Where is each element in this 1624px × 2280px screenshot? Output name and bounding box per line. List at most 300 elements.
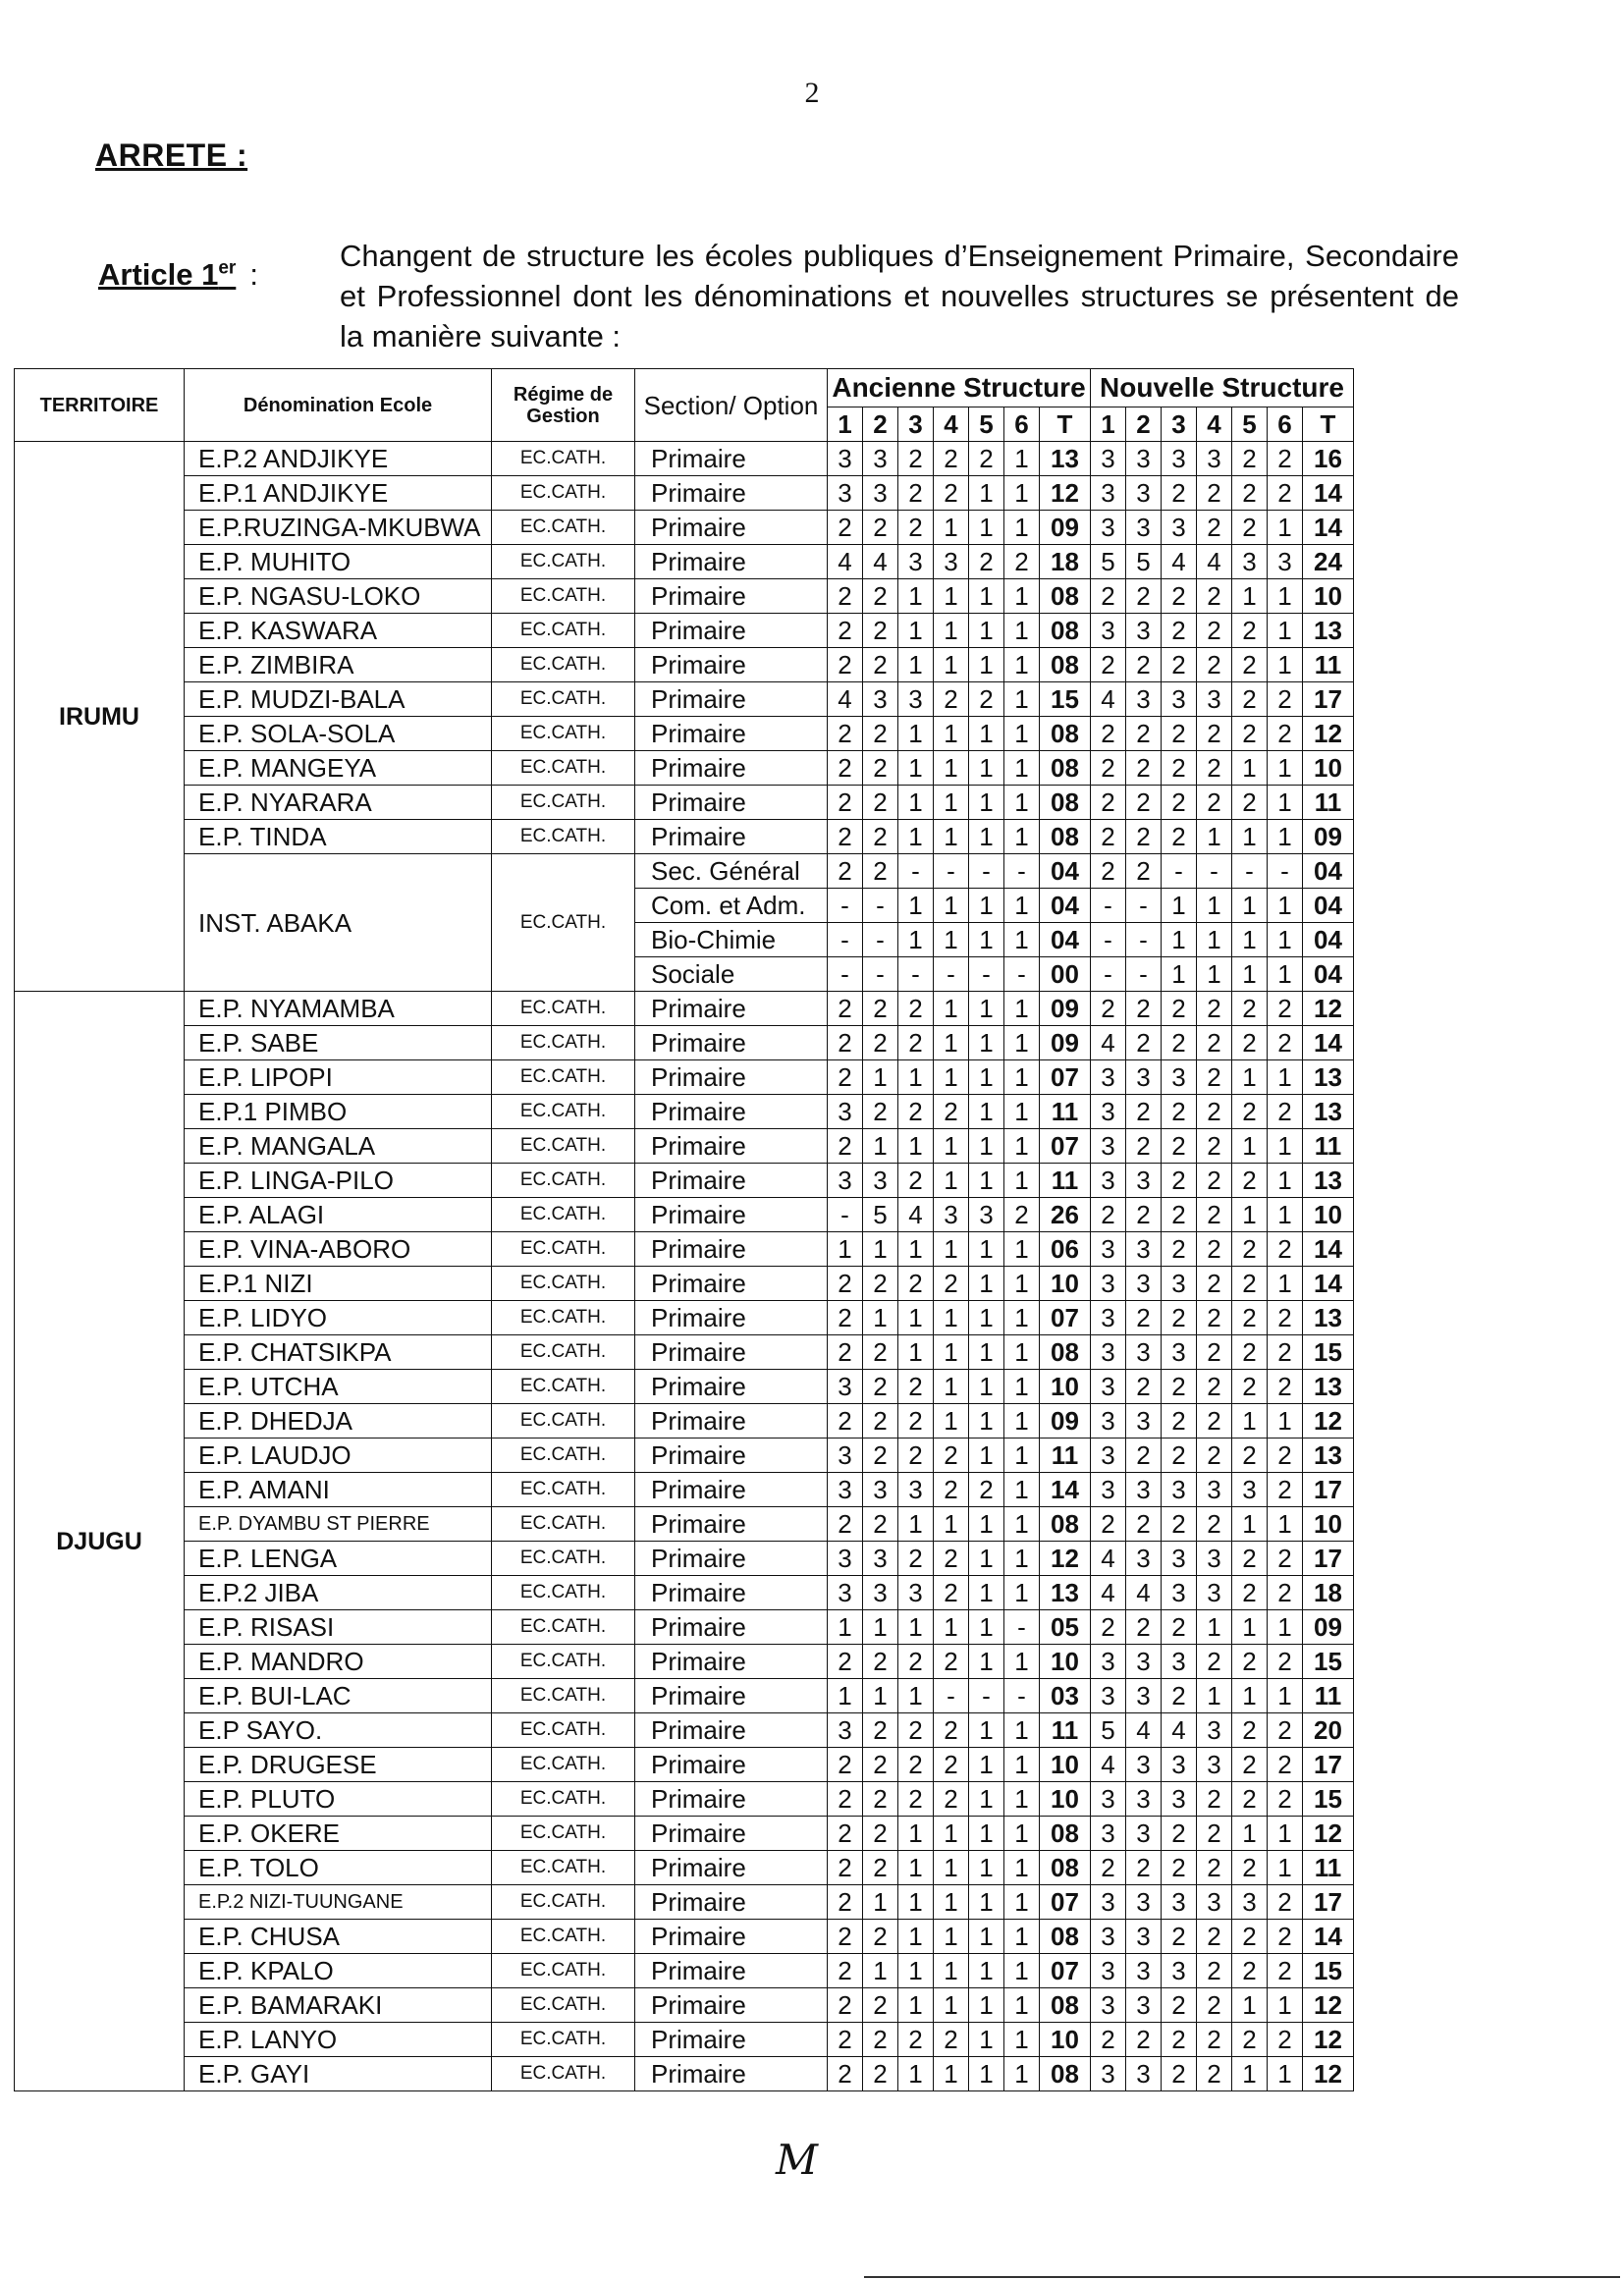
nouvelle-value: 2 xyxy=(1091,1610,1126,1645)
nouvelle-value: 2 xyxy=(1162,476,1197,511)
ancienne-value: 2 xyxy=(863,2057,898,2091)
nouvelle-value: 3 xyxy=(1091,1473,1126,1507)
nouvelle-total: 09 xyxy=(1303,1610,1354,1645)
nouvelle-value: 2 xyxy=(1091,992,1126,1026)
ancienne-value: 2 xyxy=(863,1404,898,1439)
nouvelle-value: 2 xyxy=(1197,1988,1232,2023)
nouvelle-value: 3 xyxy=(1162,1335,1197,1370)
nouvelle-value: 2 xyxy=(1232,1026,1268,1060)
ancienne-value: 2 xyxy=(934,1267,969,1301)
ancienne-value: 2 xyxy=(863,1507,898,1542)
section-value: Bio-Chimie xyxy=(635,923,828,957)
territoire-name: IRUMU xyxy=(59,702,139,731)
header-regime: Régime de Gestion xyxy=(492,369,635,442)
header-ancienne-col: 4 xyxy=(934,407,969,442)
ancienne-value: 1 xyxy=(969,1576,1004,1610)
nouvelle-value: 3 xyxy=(1091,1645,1126,1679)
ancienne-value: 1 xyxy=(898,717,934,751)
ancienne-value: 2 xyxy=(828,1026,863,1060)
nouvelle-value: 2 xyxy=(1197,2023,1232,2057)
table-row xyxy=(15,1129,1354,1164)
nouvelle-value: 2 xyxy=(1162,1920,1197,1954)
nouvelle-value: 2 xyxy=(1232,1370,1268,1404)
ancienne-value: 2 xyxy=(863,1782,898,1817)
header-nouvelle-structure: Nouvelle Structure xyxy=(1091,369,1354,407)
ancienne-value: 1 xyxy=(934,1026,969,1060)
header-nouvelle-col: 2 xyxy=(1126,407,1162,442)
table-row xyxy=(15,1095,1354,1129)
ancienne-value: 2 xyxy=(898,511,934,545)
ancienne-value: 1 xyxy=(934,1817,969,1851)
school-name: E.P.1 NIZI xyxy=(185,1267,492,1301)
section-value: Primaire xyxy=(635,1026,828,1060)
ancienne-value: 1 xyxy=(934,1885,969,1920)
nouvelle-value: 1 xyxy=(1268,923,1303,957)
nouvelle-value: 2 xyxy=(1197,1164,1232,1198)
ancienne-value: 2 xyxy=(828,614,863,648)
ancienne-value: 4 xyxy=(898,1198,934,1232)
nouvelle-value: 2 xyxy=(1197,2057,1232,2091)
ancienne-value: 2 xyxy=(863,751,898,786)
ancienne-value: 1 xyxy=(1004,1404,1040,1439)
nouvelle-total: 13 xyxy=(1303,1164,1354,1198)
section-value: Primaire xyxy=(635,1679,828,1713)
nouvelle-value: 1 xyxy=(1232,957,1268,992)
ancienne-total: 07 xyxy=(1040,1954,1091,1988)
footer-line xyxy=(864,2276,1620,2278)
ancienne-value: 2 xyxy=(828,579,863,614)
nouvelle-value: 1 xyxy=(1197,1679,1232,1713)
nouvelle-value: 1 xyxy=(1268,511,1303,545)
ancienne-value: 1 xyxy=(1004,751,1040,786)
nouvelle-total: 17 xyxy=(1303,1542,1354,1576)
section-value: Primaire xyxy=(635,1404,828,1439)
ancienne-total: 07 xyxy=(1040,1129,1091,1164)
nouvelle-value: 1 xyxy=(1268,1267,1303,1301)
nouvelle-value: - xyxy=(1232,854,1268,889)
ancienne-value: - xyxy=(898,854,934,889)
ancienne-value: 2 xyxy=(898,1748,934,1782)
nouvelle-value: 2 xyxy=(1232,1713,1268,1748)
nouvelle-value: 2 xyxy=(1197,1198,1232,1232)
table-row xyxy=(15,1851,1354,1885)
nouvelle-total: 12 xyxy=(1303,1404,1354,1439)
school-name: E.P. KPALO xyxy=(185,1954,492,1988)
nouvelle-value: 2 xyxy=(1268,1232,1303,1267)
nouvelle-value: 2 xyxy=(1197,1026,1232,1060)
ancienne-value: 1 xyxy=(1004,1267,1040,1301)
regime-value: EC.CATH. xyxy=(492,1095,635,1129)
school-name: E.P. DYAMBU ST PIERRE xyxy=(185,1507,492,1542)
ancienne-value: 3 xyxy=(828,476,863,511)
ancienne-value: 2 xyxy=(828,1335,863,1370)
ancienne-value: 1 xyxy=(969,1645,1004,1679)
nouvelle-value: 2 xyxy=(1162,1164,1197,1198)
nouvelle-value: 1 xyxy=(1268,1610,1303,1645)
ancienne-value: 2 xyxy=(828,1267,863,1301)
ancienne-value: 1 xyxy=(863,1301,898,1335)
ancienne-total: 04 xyxy=(1040,854,1091,889)
nouvelle-value: 2 xyxy=(1197,579,1232,614)
ancienne-value: 3 xyxy=(828,1473,863,1507)
ancienne-value: 2 xyxy=(934,1576,969,1610)
ancienne-value: 2 xyxy=(863,1439,898,1473)
ancienne-value: 2 xyxy=(863,1748,898,1782)
nouvelle-value: 3 xyxy=(1091,1060,1126,1095)
nouvelle-value: 2 xyxy=(1197,1920,1232,1954)
nouvelle-value: 2 xyxy=(1162,1026,1197,1060)
nouvelle-value: 2 xyxy=(1126,1026,1162,1060)
nouvelle-value: 3 xyxy=(1091,1129,1126,1164)
regime-value: EC.CATH. xyxy=(492,1713,635,1748)
ancienne-value: 1 xyxy=(969,2023,1004,2057)
section-value: Primaire xyxy=(635,476,828,511)
nouvelle-value: 1 xyxy=(1162,957,1197,992)
ancienne-value: 1 xyxy=(898,614,934,648)
section-value: Primaire xyxy=(635,2023,828,2057)
header-nouvelle-col: 4 xyxy=(1197,407,1232,442)
ancienne-value: 2 xyxy=(863,1335,898,1370)
regime-value: EC.CATH. xyxy=(492,1232,635,1267)
ancienne-value: 2 xyxy=(828,1782,863,1817)
nouvelle-total: 11 xyxy=(1303,1679,1354,1713)
ancienne-total: 08 xyxy=(1040,1817,1091,1851)
ancienne-value: 3 xyxy=(898,682,934,717)
ancienne-value: 2 xyxy=(828,1885,863,1920)
nouvelle-value: 2 xyxy=(1268,1301,1303,1335)
ancienne-value: 1 xyxy=(969,751,1004,786)
nouvelle-value: 2 xyxy=(1162,2023,1197,2057)
table-row xyxy=(15,648,1354,682)
ancienne-value: 1 xyxy=(969,1129,1004,1164)
nouvelle-value: 2 xyxy=(1091,786,1126,820)
ancienne-value: 1 xyxy=(969,1404,1004,1439)
nouvelle-value: 2 xyxy=(1162,751,1197,786)
section-value: Primaire xyxy=(635,992,828,1026)
ancienne-total: 08 xyxy=(1040,1920,1091,1954)
ancienne-value: 1 xyxy=(934,820,969,854)
nouvelle-value: 1 xyxy=(1268,2057,1303,2091)
regime-value: EC.CATH. xyxy=(492,1542,635,1576)
ancienne-value: 1 xyxy=(969,786,1004,820)
nouvelle-total: 13 xyxy=(1303,1301,1354,1335)
ancienne-value: 2 xyxy=(863,1026,898,1060)
nouvelle-value: 2 xyxy=(1197,1954,1232,1988)
nouvelle-value: 3 xyxy=(1126,1645,1162,1679)
regime-value: EC.CATH. xyxy=(492,579,635,614)
nouvelle-value: 3 xyxy=(1162,442,1197,476)
nouvelle-value: 3 xyxy=(1091,1679,1126,1713)
table-row xyxy=(15,511,1354,545)
ancienne-value: 1 xyxy=(934,889,969,923)
ancienne-total: 10 xyxy=(1040,2023,1091,2057)
nouvelle-value: 2 xyxy=(1091,648,1126,682)
ancienne-value: 2 xyxy=(828,1301,863,1335)
nouvelle-value: 2 xyxy=(1126,1301,1162,1335)
ancienne-total: 04 xyxy=(1040,923,1091,957)
table-row xyxy=(15,682,1354,717)
ancienne-total: 07 xyxy=(1040,1885,1091,1920)
nouvelle-value: 2 xyxy=(1268,1439,1303,1473)
ancienne-value: 3 xyxy=(898,1576,934,1610)
school-name: E.P. DRUGESE xyxy=(185,1748,492,1782)
ancienne-value: 1 xyxy=(828,1679,863,1713)
ancienne-value: 1 xyxy=(863,1060,898,1095)
nouvelle-value: 3 xyxy=(1162,1473,1197,1507)
regime-value: EC.CATH. xyxy=(492,854,635,992)
nouvelle-value: 1 xyxy=(1268,957,1303,992)
nouvelle-total: 14 xyxy=(1303,511,1354,545)
nouvelle-value: 5 xyxy=(1126,545,1162,579)
ancienne-value: 1 xyxy=(1004,2057,1040,2091)
table-row xyxy=(15,1370,1354,1404)
nouvelle-value: 2 xyxy=(1126,648,1162,682)
ancienne-value: 2 xyxy=(934,476,969,511)
table-row xyxy=(15,1576,1354,1610)
nouvelle-value: 3 xyxy=(1126,1335,1162,1370)
nouvelle-value: 3 xyxy=(1268,545,1303,579)
school-name: E.P. NYARARA xyxy=(185,786,492,820)
ancienne-value: 2 xyxy=(863,579,898,614)
table-row xyxy=(15,1679,1354,1713)
nouvelle-value: 4 xyxy=(1091,1542,1126,1576)
ancienne-value: - xyxy=(1004,957,1040,992)
nouvelle-value: 3 xyxy=(1197,682,1232,717)
ancienne-total: 18 xyxy=(1040,545,1091,579)
ancienne-value: 1 xyxy=(969,1267,1004,1301)
school-name: E.P. RISASI xyxy=(185,1610,492,1645)
ancienne-value: 2 xyxy=(828,648,863,682)
ancienne-value: - xyxy=(1004,1679,1040,1713)
table-row xyxy=(15,545,1354,579)
ancienne-total: 15 xyxy=(1040,682,1091,717)
nouvelle-value: 2 xyxy=(1268,1576,1303,1610)
nouvelle-value: 3 xyxy=(1091,614,1126,648)
nouvelle-value: 2 xyxy=(1232,1267,1268,1301)
regime-value: EC.CATH. xyxy=(492,1439,635,1473)
nouvelle-value: 1 xyxy=(1232,1129,1268,1164)
ancienne-total: 11 xyxy=(1040,1439,1091,1473)
nouvelle-value: 1 xyxy=(1197,957,1232,992)
ancienne-value: 2 xyxy=(898,1404,934,1439)
nouvelle-value: 3 xyxy=(1162,1885,1197,1920)
ancienne-value: 1 xyxy=(969,1713,1004,1748)
nouvelle-value: 3 xyxy=(1126,1782,1162,1817)
ancienne-value: 2 xyxy=(828,1817,863,1851)
nouvelle-value: 2 xyxy=(1232,1576,1268,1610)
regime-value: EC.CATH. xyxy=(492,717,635,751)
ancienne-total: 10 xyxy=(1040,1370,1091,1404)
nouvelle-value: 3 xyxy=(1162,511,1197,545)
regime-value: EC.CATH. xyxy=(492,1473,635,1507)
regime-value: EC.CATH. xyxy=(492,1851,635,1885)
ancienne-value: 1 xyxy=(898,1954,934,1988)
nouvelle-value: 4 xyxy=(1126,1713,1162,1748)
ancienne-value: 1 xyxy=(969,648,1004,682)
nouvelle-value: 2 xyxy=(1232,1645,1268,1679)
nouvelle-value: 2 xyxy=(1126,786,1162,820)
nouvelle-value: 2 xyxy=(1268,1954,1303,1988)
nouvelle-value: 3 xyxy=(1197,442,1232,476)
ancienne-total: 07 xyxy=(1040,1060,1091,1095)
ancienne-value: 2 xyxy=(934,2023,969,2057)
ancienne-value: 2 xyxy=(828,1404,863,1439)
nouvelle-total: 15 xyxy=(1303,1645,1354,1679)
nouvelle-total: 16 xyxy=(1303,442,1354,476)
nouvelle-value: 2 xyxy=(1268,682,1303,717)
section-value: Primaire xyxy=(635,1060,828,1095)
nouvelle-value: 2 xyxy=(1268,1542,1303,1576)
section-value: Primaire xyxy=(635,1645,828,1679)
ancienne-value: 1 xyxy=(898,786,934,820)
nouvelle-total: 13 xyxy=(1303,1439,1354,1473)
nouvelle-value: 2 xyxy=(1232,511,1268,545)
nouvelle-total: 13 xyxy=(1303,614,1354,648)
header-ancienne-structure: Ancienne Structure xyxy=(828,369,1091,407)
nouvelle-value: 3 xyxy=(1091,442,1126,476)
school-name: E.P. VINA-ABORO xyxy=(185,1232,492,1267)
ancienne-value: 3 xyxy=(934,545,969,579)
ancienne-value: 1 xyxy=(828,1232,863,1267)
nouvelle-value: 4 xyxy=(1091,1748,1126,1782)
ancienne-value: 1 xyxy=(898,1885,934,1920)
ancienne-value: 1 xyxy=(969,1026,1004,1060)
ancienne-value: 2 xyxy=(969,682,1004,717)
ancienne-value: - xyxy=(828,889,863,923)
nouvelle-value: 2 xyxy=(1162,1095,1197,1129)
ancienne-value: 1 xyxy=(1004,614,1040,648)
ancienne-value: - xyxy=(1004,854,1040,889)
ancienne-value: 1 xyxy=(934,751,969,786)
ancienne-value: 2 xyxy=(828,751,863,786)
ancienne-value: 2 xyxy=(863,1370,898,1404)
ancienne-value: 1 xyxy=(969,1060,1004,1095)
ancienne-value: 2 xyxy=(828,1988,863,2023)
nouvelle-value: 1 xyxy=(1268,1129,1303,1164)
nouvelle-value: 2 xyxy=(1197,1267,1232,1301)
ancienne-value: 2 xyxy=(863,820,898,854)
header-ancienne-col: 5 xyxy=(969,407,1004,442)
nouvelle-value: 3 xyxy=(1091,1920,1126,1954)
nouvelle-value: 2 xyxy=(1268,1026,1303,1060)
nouvelle-value: 2 xyxy=(1091,1198,1126,1232)
nouvelle-value: 2 xyxy=(1126,854,1162,889)
nouvelle-total: 14 xyxy=(1303,1026,1354,1060)
nouvelle-value: 3 xyxy=(1091,1164,1126,1198)
ancienne-value: 1 xyxy=(934,1988,969,2023)
nouvelle-value: 3 xyxy=(1091,1267,1126,1301)
ancienne-value: 1 xyxy=(934,923,969,957)
nouvelle-total: 13 xyxy=(1303,1060,1354,1095)
nouvelle-value: 4 xyxy=(1197,545,1232,579)
nouvelle-total: 17 xyxy=(1303,1748,1354,1782)
nouvelle-value: 3 xyxy=(1126,1232,1162,1267)
nouvelle-value: 3 xyxy=(1091,1301,1126,1335)
ancienne-value: 2 xyxy=(898,1782,934,1817)
table-row xyxy=(15,1920,1354,1954)
school-name: INST. ABAKA xyxy=(185,854,492,992)
nouvelle-value: 2 xyxy=(1197,1335,1232,1370)
nouvelle-value: 2 xyxy=(1126,579,1162,614)
table-row xyxy=(15,820,1354,854)
regime-value: EC.CATH. xyxy=(492,1748,635,1782)
nouvelle-value: 2 xyxy=(1268,717,1303,751)
regime-value: EC.CATH. xyxy=(492,751,635,786)
nouvelle-value: - xyxy=(1091,923,1126,957)
nouvelle-value: 2 xyxy=(1162,1610,1197,1645)
nouvelle-value: 1 xyxy=(1162,889,1197,923)
nouvelle-value: 3 xyxy=(1091,1885,1126,1920)
school-name: E.P. AMANI xyxy=(185,1473,492,1507)
nouvelle-value: 2 xyxy=(1162,1439,1197,1473)
nouvelle-total: 14 xyxy=(1303,476,1354,511)
regime-value: EC.CATH. xyxy=(492,442,635,476)
ancienne-value: 1 xyxy=(934,1370,969,1404)
section-value: Primaire xyxy=(635,1542,828,1576)
nouvelle-total: 20 xyxy=(1303,1713,1354,1748)
nouvelle-value: 2 xyxy=(1126,1507,1162,1542)
ancienne-value: 1 xyxy=(898,923,934,957)
ancienne-value: 3 xyxy=(828,1164,863,1198)
nouvelle-value: 3 xyxy=(1126,1473,1162,1507)
ancienne-value: 1 xyxy=(934,1954,969,1988)
nouvelle-value: 3 xyxy=(1126,1164,1162,1198)
ancienne-value: 2 xyxy=(898,1370,934,1404)
nouvelle-value: 3 xyxy=(1126,2057,1162,2091)
nouvelle-value: 2 xyxy=(1197,786,1232,820)
ancienne-value: - xyxy=(969,957,1004,992)
ancienne-total: 08 xyxy=(1040,1507,1091,1542)
section-value: Primaire xyxy=(635,1748,828,1782)
ancienne-value: 2 xyxy=(934,1542,969,1576)
nouvelle-value: 2 xyxy=(1197,992,1232,1026)
nouvelle-value: 2 xyxy=(1197,1095,1232,1129)
nouvelle-value: 2 xyxy=(1232,614,1268,648)
nouvelle-value: 3 xyxy=(1197,1885,1232,1920)
section-value: Primaire xyxy=(635,751,828,786)
nouvelle-value: 2 xyxy=(1232,1439,1268,1473)
ancienne-value: - xyxy=(828,923,863,957)
nouvelle-value: 1 xyxy=(1268,1404,1303,1439)
table-row xyxy=(15,717,1354,751)
ancienne-total: 08 xyxy=(1040,786,1091,820)
ancienne-value: 2 xyxy=(863,511,898,545)
nouvelle-total: 10 xyxy=(1303,1198,1354,1232)
nouvelle-value: 1 xyxy=(1268,1851,1303,1885)
nouvelle-value: 2 xyxy=(1162,1817,1197,1851)
table-row xyxy=(15,1988,1354,2023)
ancienne-value: 1 xyxy=(898,2057,934,2091)
ancienne-value: 1 xyxy=(863,1610,898,1645)
ancienne-value: 3 xyxy=(828,1439,863,1473)
nouvelle-value: 1 xyxy=(1232,1060,1268,1095)
nouvelle-value: 2 xyxy=(1232,1920,1268,1954)
nouvelle-value: 1 xyxy=(1232,923,1268,957)
ancienne-total: 03 xyxy=(1040,1679,1091,1713)
ancienne-value: 1 xyxy=(1004,1439,1040,1473)
nouvelle-value: 2 xyxy=(1268,2023,1303,2057)
ancienne-value: 1 xyxy=(969,614,1004,648)
school-name: E.P. LENGA xyxy=(185,1542,492,1576)
ancienne-value: 2 xyxy=(863,854,898,889)
ancienne-value: - xyxy=(1004,1610,1040,1645)
nouvelle-value: 3 xyxy=(1197,1576,1232,1610)
regime-value: EC.CATH. xyxy=(492,1610,635,1645)
ancienne-value: 1 xyxy=(969,1748,1004,1782)
ancienne-value: 1 xyxy=(1004,1885,1040,1920)
article-colon: : xyxy=(249,257,258,292)
ancienne-value: 3 xyxy=(898,1473,934,1507)
